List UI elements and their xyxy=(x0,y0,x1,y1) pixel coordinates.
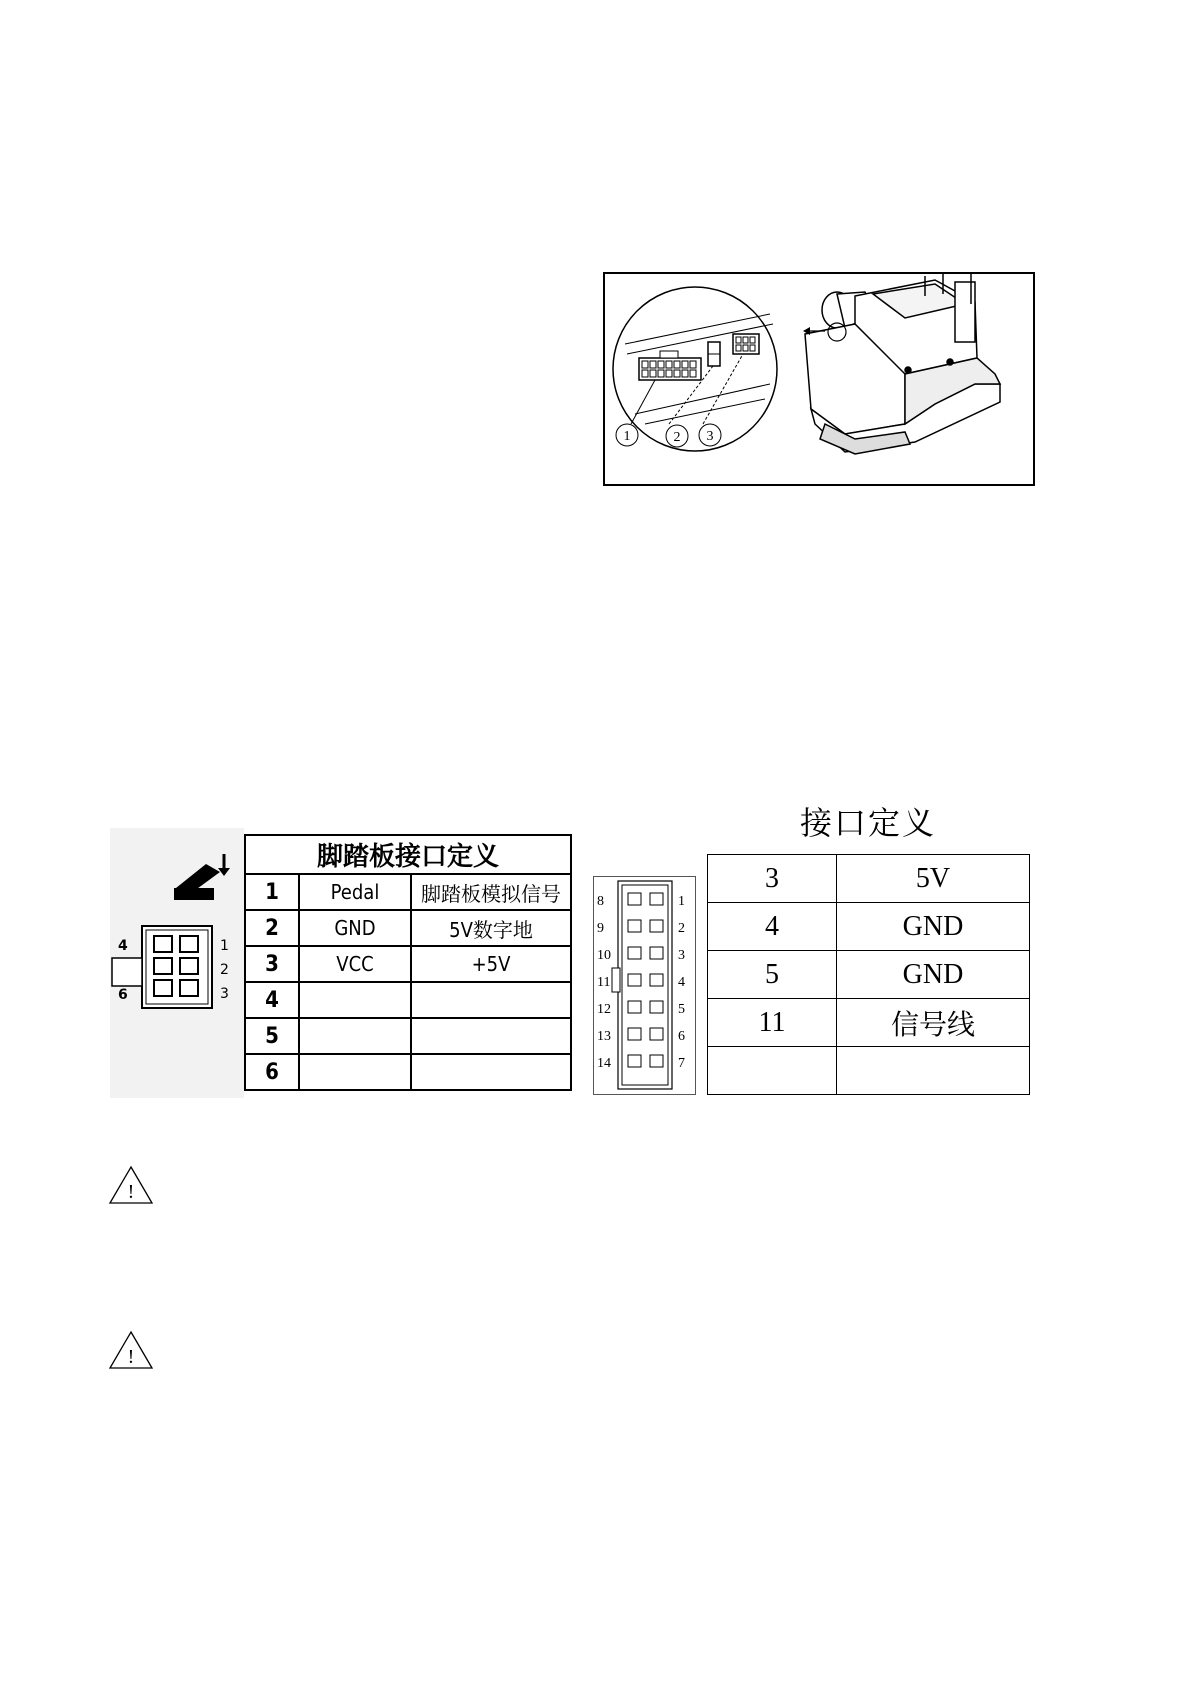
callout-3: 3 xyxy=(706,429,714,444)
table-row xyxy=(245,910,571,946)
pedal-icon xyxy=(174,854,230,900)
pin-number: 2 xyxy=(245,910,299,946)
right-pin-label: 1 xyxy=(678,894,685,909)
left-pin-label: 8 xyxy=(597,894,604,909)
left-pin-label: 9 xyxy=(597,921,604,936)
pin-definition: GND xyxy=(837,903,1030,951)
right-pin-label: 6 xyxy=(678,1029,685,1044)
pin-number: 3 xyxy=(245,946,299,982)
table-row xyxy=(245,946,571,982)
table-row xyxy=(708,1047,1030,1095)
table-row xyxy=(708,999,1030,1047)
signal-name xyxy=(299,1054,411,1090)
signal-desc: 5V数字地 xyxy=(411,910,571,946)
warning-symbol: ! xyxy=(127,1181,135,1203)
pedal-pin-2: 2 xyxy=(220,962,229,978)
signal-name xyxy=(299,1018,411,1054)
signal-desc xyxy=(411,1054,571,1090)
table-row xyxy=(245,1018,571,1054)
right-pin-label: 3 xyxy=(678,948,685,963)
right-pin-label: 2 xyxy=(678,921,685,936)
pin-socket xyxy=(650,947,663,959)
callout-2: 2 xyxy=(673,430,681,445)
left-pin-label: 14 xyxy=(597,1056,611,1071)
connector-2 xyxy=(708,342,720,366)
interface-title: 接口定义 xyxy=(800,804,937,842)
pedal-connector-diagram xyxy=(110,828,244,1098)
pin-definition: 5V xyxy=(837,855,1030,903)
right-pin-label: 7 xyxy=(678,1056,685,1071)
pin-number: 1 xyxy=(245,874,299,910)
left-pin-label: 11 xyxy=(597,975,611,990)
pedal-pin-3: 3 xyxy=(220,986,229,1002)
pin-number: 3 xyxy=(708,855,837,903)
pin-socket xyxy=(628,1001,641,1013)
left-pin-label: 12 xyxy=(597,1002,611,1017)
signal-name: GND xyxy=(299,910,411,946)
table-row xyxy=(245,1054,571,1090)
signal-name: Pedal xyxy=(299,874,411,910)
pin-socket xyxy=(650,974,663,986)
table-row xyxy=(245,982,571,1018)
pin-socket xyxy=(628,1055,641,1067)
table-row xyxy=(708,903,1030,951)
signal-name: VCC xyxy=(299,946,411,982)
signal-desc xyxy=(411,1018,571,1054)
signal-desc: 脚踏板模拟信号 xyxy=(411,874,571,910)
pin-socket xyxy=(650,1001,663,1013)
pedal-pin-1: 1 xyxy=(220,938,229,954)
pin-socket xyxy=(628,1028,641,1040)
pin-socket xyxy=(628,947,641,959)
machine-connector-figure xyxy=(603,272,1035,486)
sewing-machine xyxy=(805,274,1000,454)
connector-1 xyxy=(639,351,701,380)
left-pin-label: 10 xyxy=(597,948,611,963)
warning-triangle-icon xyxy=(108,1330,154,1370)
right-pin-label: 4 xyxy=(678,975,685,990)
pin-number: 4 xyxy=(708,903,837,951)
machine-illustration xyxy=(605,274,1033,484)
signal-desc xyxy=(411,982,571,1018)
pin-number xyxy=(708,1047,837,1095)
warning-triangle-icon xyxy=(108,1165,154,1205)
pin-definition: 信号线 xyxy=(837,999,1030,1047)
pin-number: 4 xyxy=(245,982,299,1018)
pin-socket xyxy=(650,920,663,932)
pin-number: 5 xyxy=(245,1018,299,1054)
signal-name xyxy=(299,982,411,1018)
left-pin-label: 13 xyxy=(597,1029,611,1044)
pin-number: 5 xyxy=(708,951,837,999)
pin-socket xyxy=(628,920,641,932)
pin-socket xyxy=(650,1055,663,1067)
14-pin-connector-diagram xyxy=(593,876,696,1095)
callout-1: 1 xyxy=(623,429,631,444)
warning-symbol: ! xyxy=(127,1346,135,1368)
pedal-table-title: 脚踏板接口定义 xyxy=(245,835,571,874)
pin-socket xyxy=(650,1028,663,1040)
connector-3 xyxy=(733,334,759,354)
right-pin-label: 5 xyxy=(678,1002,685,1017)
pin-definition xyxy=(837,1047,1030,1095)
pedal-interface-table xyxy=(244,834,572,1091)
pin-definition: GND xyxy=(837,951,1030,999)
pin-socket xyxy=(628,974,641,986)
pedal-pin-6: 6 xyxy=(118,987,128,1003)
table-row xyxy=(245,874,571,910)
pin-number: 6 xyxy=(245,1054,299,1090)
table-row xyxy=(708,951,1030,999)
table-row xyxy=(708,855,1030,903)
pin-socket xyxy=(650,893,663,905)
signal-desc: +5V xyxy=(411,946,571,982)
interface-definition-table xyxy=(707,854,1030,1095)
pin-socket xyxy=(628,893,641,905)
pedal-pin-4: 4 xyxy=(118,938,128,954)
pin-number: 11 xyxy=(708,999,837,1047)
